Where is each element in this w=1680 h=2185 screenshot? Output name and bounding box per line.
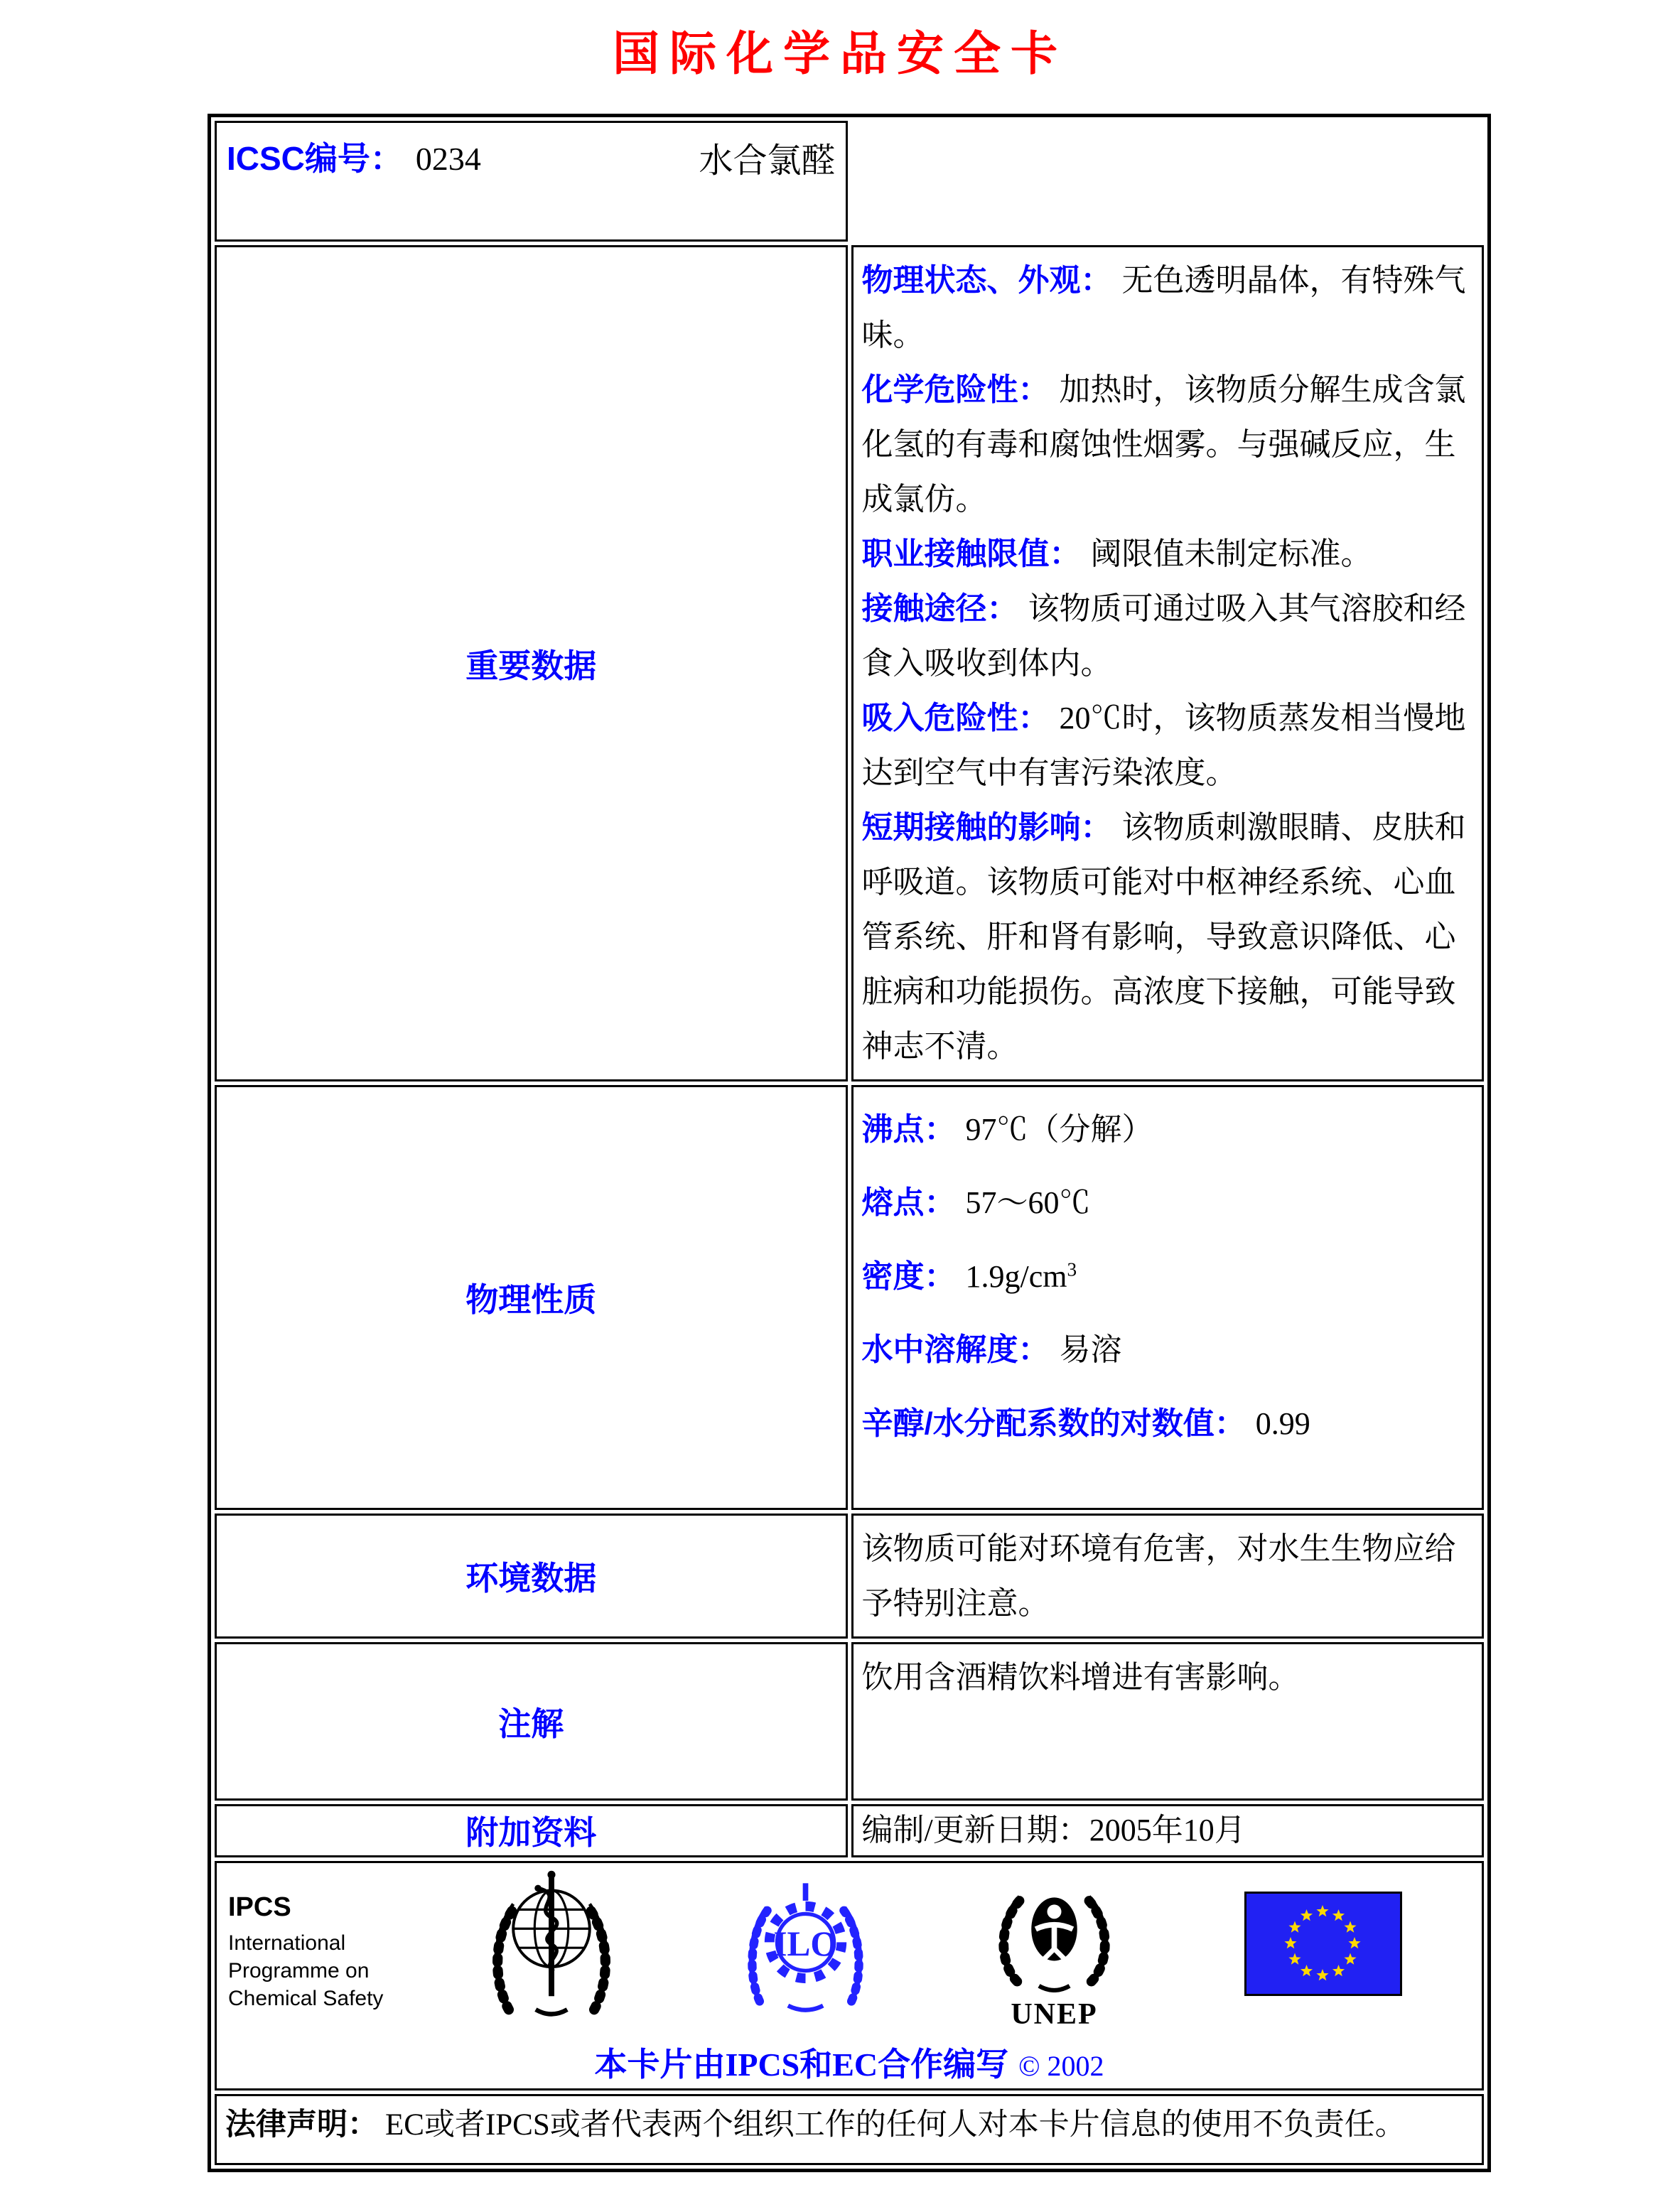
kv-item (862, 1166, 1474, 1239)
ipcs-acronym: IPCS (228, 1892, 291, 1922)
icsc-header-row (215, 121, 1484, 242)
ipcs-line: Chemical Safety (228, 1987, 384, 2011)
legal-row (215, 2094, 1484, 2165)
key-label: 密度： (861, 1258, 956, 1294)
unep-logo-icon (989, 1870, 1120, 1992)
value-text: 57～60℃ (965, 1185, 1091, 1221)
kv-item (862, 1240, 1474, 1313)
key-label: 化学危险性： (861, 372, 1050, 407)
unep-word: UNEP (1011, 1997, 1098, 2031)
ipcs-wordmark (228, 1890, 441, 2012)
value-text: 0.99 (1255, 1406, 1310, 1441)
kv-item (862, 1387, 1474, 1460)
key-label: 物理状态、外观： (861, 263, 1112, 298)
legal-cell (215, 2094, 1484, 2165)
safety-card-table (208, 114, 1491, 2172)
physical-properties-label: 物理性质 (215, 1085, 848, 1510)
important-data-row (215, 245, 1484, 1081)
page-title: 国际化学品安全卡 (613, 28, 1067, 80)
important-data-label: 重要数据 (215, 245, 848, 1081)
ilo-letters: ILO (773, 1924, 838, 1963)
additional-info-content (851, 1804, 1485, 1857)
eu-flag-icon (1244, 1892, 1402, 2000)
kv-item (862, 581, 1474, 691)
logos-strip (228, 1870, 1470, 2032)
logos-row (215, 1861, 1484, 2090)
additional-info-label: 附加资料 (215, 1804, 848, 1857)
ipcs-line: Programme on (228, 1959, 370, 1983)
substance-name: 水合氯醛 (699, 142, 836, 180)
value-text: 97℃（分解） (965, 1112, 1153, 1147)
icsc-header-cell (215, 121, 848, 242)
cooperation-caption (228, 2039, 1470, 2086)
icsc-number-value: 0234 (415, 141, 481, 177)
kv-item (862, 527, 1474, 581)
kv-item (862, 691, 1474, 800)
caption-text: 本卡片由IPCS和EC合作编写 (594, 2046, 1009, 2083)
copyright-text: © 2002 (1018, 2049, 1104, 2082)
notes-label: 注解 (215, 1642, 848, 1801)
environmental-data-row (215, 1514, 1484, 1639)
key-label: 辛醇/水分配系数的对数值： (861, 1406, 1246, 1441)
kv-item (862, 1093, 1474, 1166)
additional-info-row (215, 1804, 1484, 1857)
ipcs-line: International (228, 1931, 346, 1955)
physical-properties-content (851, 1085, 1485, 1510)
kv-item (862, 253, 1474, 362)
notes-content (851, 1642, 1485, 1801)
key-label: 职业接触限值： (861, 536, 1081, 571)
key-label: 沸点： (861, 1112, 956, 1147)
value-text: 无色透明晶体，有特殊气味。 (861, 263, 1466, 352)
logos-cell (215, 1861, 1484, 2090)
value-text: 1.9g/cm (965, 1258, 1067, 1294)
value-text: 加热时，该物质分解生成含氯化氢的有毒和腐蚀性烟雾。与强碱反应，生成氯仿。 (861, 372, 1466, 517)
key-label: 熔点： (861, 1185, 956, 1221)
who-logo-icon (484, 1870, 619, 2024)
value-text: 20℃时，该物质蒸发相当慢地达到空气中有害污染浓度。 (861, 701, 1466, 790)
unep-logo (989, 1870, 1120, 2032)
value-text: 饮用含酒精饮料增进有害影响。 (861, 1660, 1300, 1695)
value-text: 阈限值未制定标准。 (1090, 536, 1372, 571)
environmental-data-label: 环境数据 (215, 1514, 848, 1639)
notes-row (215, 1642, 1484, 1801)
key-label: 短期接触的影响： (861, 810, 1112, 845)
value-text: 编制/更新日期：2005年10月 (861, 1813, 1246, 1847)
value-text: 该物质可通过吸入其气溶胶和经食入吸收到体内。 (861, 591, 1466, 681)
important-data-content (851, 245, 1485, 1081)
kv-item (862, 1313, 1474, 1386)
key-label: 接触途径： (861, 591, 1018, 626)
kv-item (862, 800, 1474, 1074)
kv-item (862, 362, 1474, 527)
value-text: 该物质刺激眼睛、皮肤和呼吸道。该物质可能对中枢神经系统、心血管系统、肝和肾有影响，导致意识降低、心脏病和功能损伤。高浓度下接触，可能导致神志不清。 (861, 810, 1466, 1064)
environmental-data-content (851, 1514, 1485, 1639)
icsc-number-group (227, 133, 481, 180)
icsc-number-label: ICSC编号： (227, 140, 403, 177)
density-superscript: 3 (1067, 1258, 1077, 1280)
ilo-logo-icon (740, 1874, 871, 2020)
legal-text: EC或者IPCS或者代表两个组织工作的任何人对本卡片信息的使用不负责任。 (385, 2108, 1406, 2142)
legal-label: 法律声明： (225, 2107, 378, 2142)
physical-properties-row (215, 1085, 1484, 1510)
value-text: 易溶 (1059, 1332, 1122, 1368)
value-text: 该物质可能对环境有危害，对水生生物应给予特别注意。 (861, 1531, 1456, 1621)
key-label: 水中溶解度： (861, 1332, 1050, 1368)
key-label: 吸入危险性： (861, 701, 1050, 735)
